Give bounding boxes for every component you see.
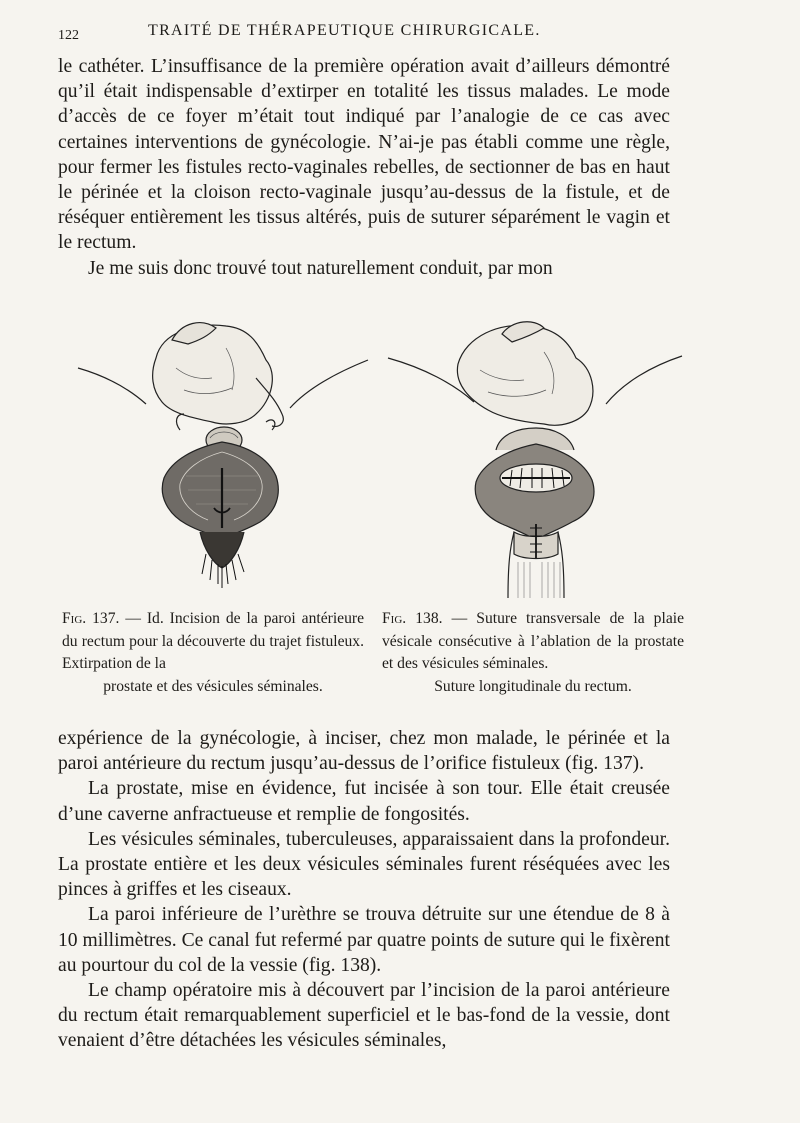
running-title: TRAITÉ DE THÉRAPEUTIQUE CHIRURGICALE. [148,22,541,39]
page-number: 122 [58,28,79,43]
skin-contour-left [78,368,146,404]
retractor-right [266,420,275,430]
figure-label: Fig. 137. [62,610,120,627]
skin-contour-right [606,356,682,404]
paragraph: expérience de la gynécologie, à inciser, chez mon malade, le périnée et la paroi antérieure du rectum jusqu’au-dessus de l’orifice fistuleux (fig. 137). [58,728,670,775]
paragraph: La paroi inférieure de l’urèthre se trouva détruite sur une étendue de 8 à 10 millimètres. Ce canal fut refermé par quatre points de suture qui le fixèrent au pourtour du col de la vessie (fig. 138). [58,904,670,976]
paragraph: Les vésicules séminales, tuberculeuses, apparaissaient dans la profondeur. La prostate entière et les deux vésicules séminales furent réséquées avec les pinces à griffes et les ciseaux. [58,828,670,901]
caption-text: Suture longitudinale du rectum. [434,677,632,695]
paragraph: Le champ opératoire mis à découvert par l’incision de la paroi antérieure du rectum était remarquablement superficiel et le bas-fond de la vessie, dont venaient d’être détachées les vésicules séminales, [58,980,670,1052]
caption-text: — Suture transversale de la plaie vésicale consécutive à l’ablation de la prostate et des vésicules séminales. [382,610,684,673]
figure-137-drawing [76,318,370,598]
body-text-top [58,54,670,281]
anal-margin [200,532,244,568]
caption-text: — Id. Incision de la paroi antérieure du rectum pour la découverte du trajet fistuleux. Extirpation de la [62,610,364,673]
retractor-left [177,414,184,430]
paragraph: La prostate, mise en évidence, fut incisée à son tour. Elle était creusée d’une caverne anfractueuse et remplie de fongosités. [58,778,670,825]
figure-138-caption [382,608,684,698]
body-text-bottom [58,726,670,1054]
figure-label: Fig. 138. [382,610,443,627]
caption-text: prostate et des vésicules séminales. [103,677,323,695]
skin-contour-right [290,360,368,408]
retracted-tissue [457,325,593,425]
figure-137-caption [62,608,364,698]
paragraph: Je me suis donc trouvé tout naturellement conduit, par mon [88,257,553,279]
figure-138-drawing [384,318,684,598]
retracted-tissue [153,325,273,424]
paragraph: le cathéter. L’insuffisance de la première opération avait d’ailleurs démontré qu’il était indispensable d’extirper en totalité les tissus malades. Le mode d’accès de ce foyer m’était tout indiqué par l’analogie de ce cas avec certaines interventions de gynécologie. N’ai-je pas établi comme une règle, pour fermer les fistules recto-vaginales rebelles, de sectionner de bas en haut le périnée et la cloison recto-vaginale jusqu’au-dessus de la fistule, et de réséquer entièrement les tissus altérés, puis de suturer séparément le vagin et le rectum. [58,56,670,254]
rectal-cavity [162,442,278,540]
running-head [58,22,698,46]
